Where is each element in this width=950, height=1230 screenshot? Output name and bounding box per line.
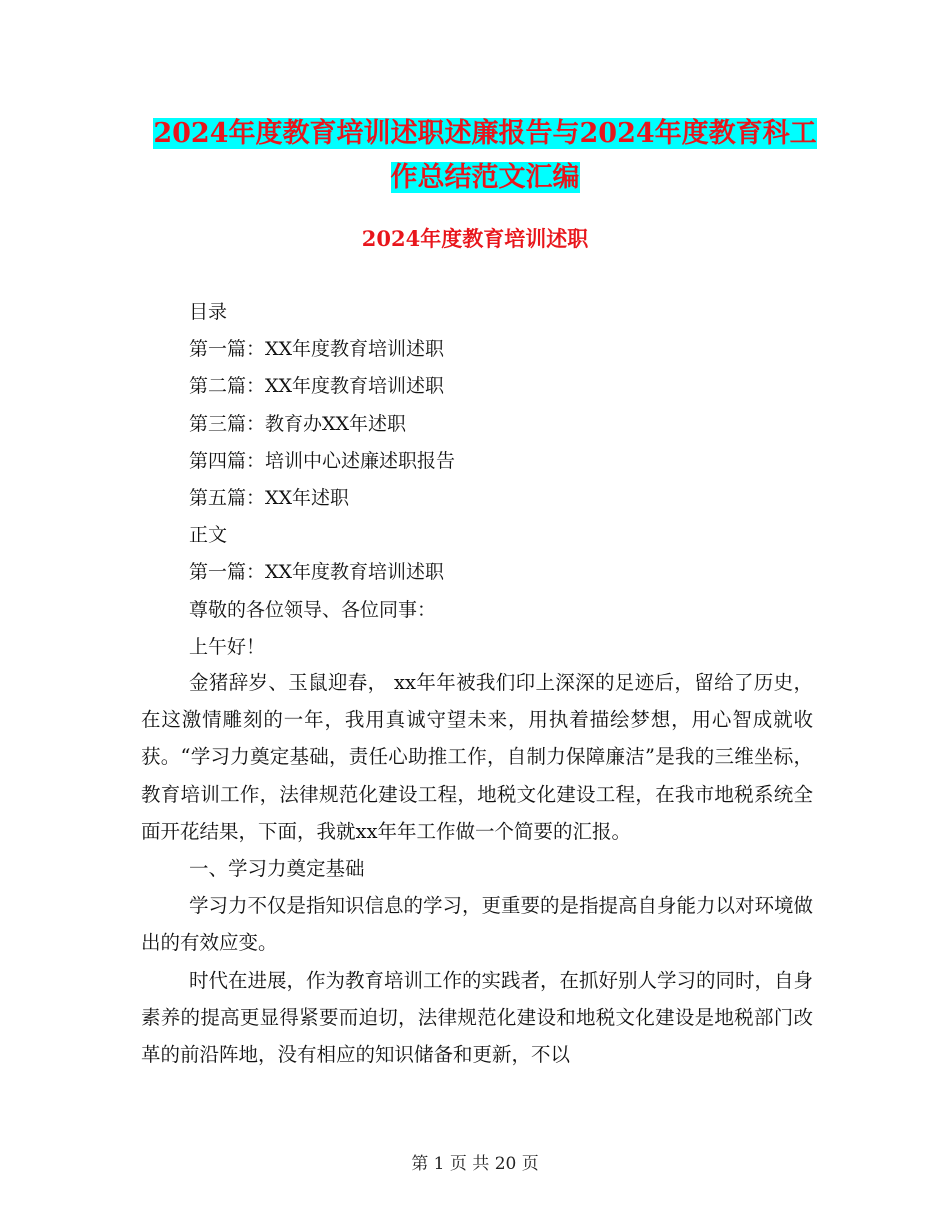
toc-item: 第一篇：XX年度教育培训述职: [189, 338, 445, 361]
salutation: 尊敬的各位领导、各位同事：: [189, 598, 437, 621]
toc-heading: 目录: [189, 301, 228, 323]
body-heading: 正文: [189, 524, 228, 547]
document-title: [140, 112, 830, 200]
toc-item: 第三篇：教育办XX年述职: [189, 412, 407, 435]
body-text: [141, 664, 813, 1073]
toc-item: 第二篇：XX年度教育培训述职: [189, 375, 445, 398]
toc-item: 第五篇：XX年述职: [189, 487, 350, 510]
toc-item: 第四篇：培训中心述廉述职报告: [189, 449, 456, 472]
title-line-1: 2024年度教育培训述职述廉报告与2024年度教育科工: [153, 118, 817, 149]
paragraph: 学习力不仅是指知识信息的学习，更重要的是指提高自身能力以对环境做出的有效应变。: [141, 894, 814, 955]
chapter-title: 第一篇：XX年度教育培训述职: [189, 561, 445, 584]
paragraph: 时代在进展，作为教育培训工作的实践者，在抓好别人学习的同时，自身素养的提高更显得紧要而迫切，法律规范化建设和地税文化建设是地税部门改革的前沿阵地，没有相应的知识储备和更新，不以: [141, 968, 814, 1067]
section-title: 2024年度教育培训述职: [361, 226, 589, 251]
paragraph: 金猪辞岁、玉鼠迎春， xx年年被我们印上深深的足迹后，留给了历史，在这激情雕刻的一年，我用真诚守望未来，用执着描绘梦想，用心智成就收获。“学习力奠定基础，责任心助推工作，自制力保障廉洁”是我的三维坐标，教育培训工作，法律规范化建设工程，地税文化建设工程，在我市地税系统全面开花结果，下面，我就xx年年工作做一个简要的汇报。: [141, 671, 813, 843]
table-of-contents: [189, 294, 829, 666]
subheading: 一、学习力奠定基础: [189, 857, 365, 881]
greeting: 上午好！: [189, 635, 266, 658]
page-footer: 第 1 页 共 20 页: [411, 1154, 539, 1174]
title-line-2: 作总结范文汇编: [390, 162, 580, 193]
